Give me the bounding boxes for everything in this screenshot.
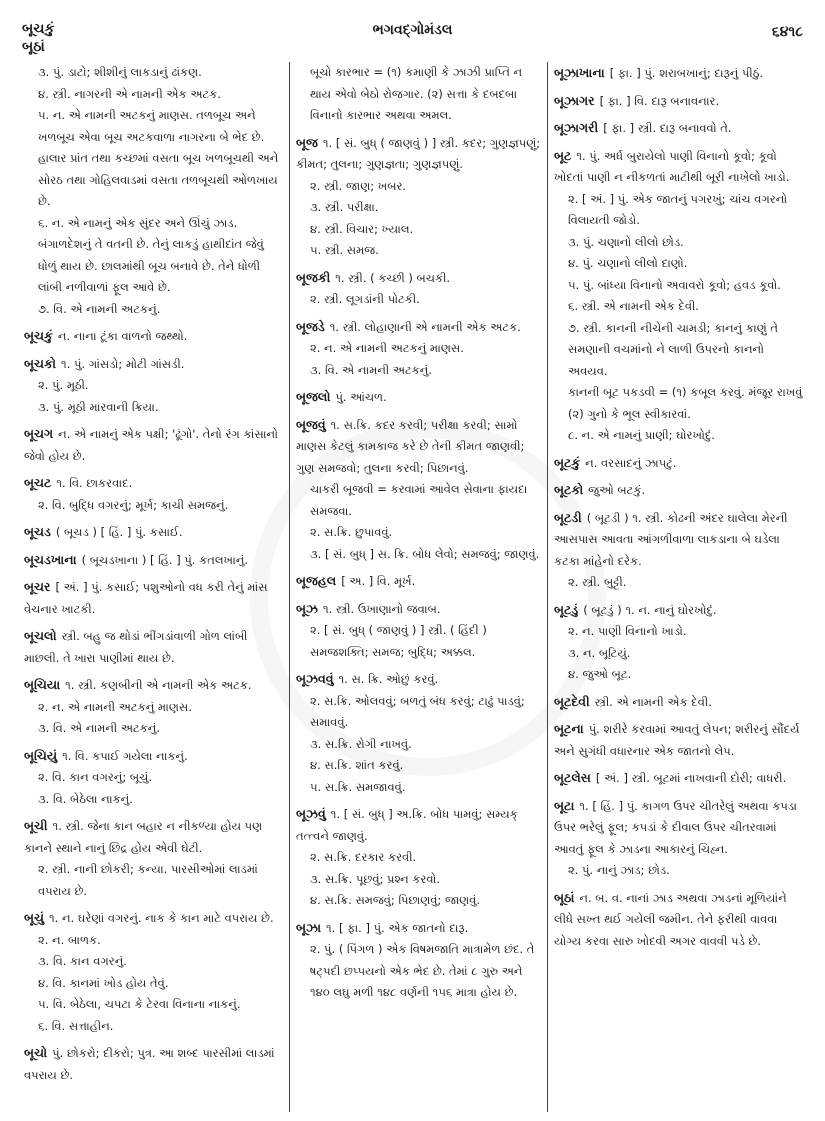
sense-text: ૫. પું. બાંધ્યા વિનાનો અવાવરો કૂવો; હવડ કૂવો. — [568, 277, 781, 292]
dictionary-entry — [554, 887, 807, 953]
sense-text: ૨. પું. નાનું ઝાડ; છોડ. — [568, 863, 670, 877]
dictionary-entry — [554, 718, 807, 762]
sense-text: ૪. સ.ક્રિ. શાંત કરવું. — [310, 758, 404, 772]
headword: બૂઝા — [296, 919, 322, 935]
entry-sense — [24, 521, 283, 544]
sense-text: ૧. સ્ત્રી. લોહાણાની એ નામની એક અટક. — [329, 319, 521, 334]
entry-sense — [24, 1016, 283, 1038]
entry-sense — [24, 353, 283, 376]
sense-text: ૨. [ અં. ] પું. એક જાતનું પગરખું; ચાંચ વગરનો વિલાયતી જોડો. — [568, 191, 788, 227]
entry-sense — [24, 907, 283, 930]
book-title: ભગવદ્ગોમંડલ — [372, 22, 453, 38]
entry-sense — [554, 425, 807, 447]
dictionary-entry — [296, 132, 541, 262]
entry-sense — [24, 576, 283, 620]
entry-sense — [24, 1042, 283, 1086]
sense-text: ૪. સ.ક્રિ. સમજવું; પિછાણવું; જાણવું. — [310, 893, 481, 907]
entry-sense — [296, 847, 541, 869]
headword: બૂચું — [24, 910, 45, 925]
entry-sense — [296, 620, 541, 663]
sense-text: ૪. જુઓ બૂટ. — [568, 667, 632, 681]
dictionary-entry — [296, 570, 541, 593]
dictionary-entry — [296, 62, 541, 127]
dictionary-entry — [24, 1042, 283, 1086]
dictionary-entry — [24, 325, 283, 348]
headword: બૂજલો — [296, 389, 331, 404]
sense-text: સ્ત્રી. બહુ જ થોડાં ભીંગડાંવાળી ગોળ લાંબી માછલી. તે ખારા પાણીમાં થાય છે. — [24, 629, 248, 665]
sense-text: ૪. પું. ચણાનો લીલો દાણો. — [568, 256, 688, 270]
page-number: ૬૪૧૮ — [771, 24, 803, 40]
dictionary-entry — [24, 472, 283, 516]
sense-text: ૮. ન. એ નામનું પ્રાણી; ઘોરખોદું. — [568, 428, 715, 442]
entry-sense — [296, 197, 541, 219]
dictionary-entry — [554, 599, 807, 686]
headword: બૂજકી — [296, 269, 331, 285]
entry-sense — [554, 452, 807, 475]
headword: બૂચિયું — [24, 747, 58, 763]
headword: બૂઝાખાના — [554, 65, 605, 80]
dictionary-entry — [24, 674, 283, 740]
column-3 — [548, 62, 813, 1112]
headword: બૂઝવવું — [296, 671, 334, 686]
sense-text: ૧. સ્ત્રી. ઉખાણાનો જવાબ. — [322, 601, 441, 616]
entry-sense — [24, 62, 283, 84]
dictionary-entry — [296, 414, 541, 566]
entry-sense — [554, 189, 807, 232]
sense-text: ૧. સ. ક્રિ. ઓછું કરવું. — [338, 672, 439, 686]
entry-sense — [554, 117, 807, 140]
headword: બૂજડે — [296, 318, 325, 334]
dictionary-entry — [554, 452, 807, 475]
dictionary-columns — [18, 62, 813, 1112]
sense-text: ૧. સ્ત્રી. જેના કાન બહાર ન નીકળ્યા હોય પણ કાનને સ્થાને નાનું છિદ્ર હોય એવી ઘેટી. — [24, 819, 263, 855]
sense-text: ૨. પું. ( પિંગળ ) એક વિષમજાતિ માત્રામેળ છંદ. તે ષટ્પદી છપ્પયનો એક ભેદ છે. તેમાં ૮ ગુરુ અને ૧૪૦ લઘુ મળી ૧૪૮ વર્ણની ૧૫૬ માત્રા હોય છે. — [310, 942, 535, 999]
dictionary-entry — [24, 907, 283, 1037]
headword: બૂઝાગર — [554, 92, 595, 108]
entry-sense — [296, 176, 541, 198]
entry-sense — [24, 375, 283, 397]
entry-sense — [296, 316, 541, 339]
sense-text: ૧. પું. અર્ધ બુરાયેલો પાણી વિનાનો કૂવો; કૂવો ખોદતાં પાણી ન નીકળતાં માટીથી બૂરી નાખેલો ખાડો. — [554, 148, 790, 184]
entry-sense — [296, 734, 541, 756]
headword: બૂટના — [554, 721, 584, 736]
sense-text: ૨. સ્ત્રી. લૂગડાંની પોટકી. — [310, 292, 420, 306]
sense-text: ૧. ન. ઘરેણાં વગરનું. નાક કે કાન માટે વપરાય છે. — [49, 911, 274, 925]
sense-text: [ ફા. ] વિ. દારૂ બનાવનાર. — [599, 93, 720, 108]
entry-sense — [296, 917, 541, 940]
sense-text: ૪. સ્ત્રી. નાગરની એ નામની એક અટક. — [38, 86, 221, 101]
dictionary-entry — [554, 117, 807, 140]
dictionary-entry — [24, 62, 283, 320]
column-2 — [290, 62, 548, 1112]
sense-text: ન. બ. વ. નાનાં ઝાડ અથવા ઝાડનાં મૂળિયાંને લીધે સખ્ત થઈ ગયેલી જમીન. તેને ફરીથી વાવવા યોગ્ય કરવા સારુ ખોદવી અગર વાવવી પડે છે. — [554, 890, 787, 948]
dictionary-entry — [554, 145, 807, 447]
headword: બૂઠાં — [554, 889, 575, 905]
headword: બૂટ — [554, 147, 572, 163]
entry-sense — [554, 318, 807, 383]
headword: બૂટકો — [554, 482, 584, 497]
entry-sense — [296, 544, 541, 566]
dictionary-entry — [24, 423, 283, 467]
sense-text: પું. છોકરો; દીકરો; પુત્ર. આ શબ્દ પારસીમાં લાડમાં વપરાય છે. — [24, 1046, 275, 1082]
sense-text: ૩. ન. બૂટિયું. — [568, 645, 631, 660]
dictionary-entry — [296, 668, 541, 798]
entry-sense — [554, 643, 807, 665]
entry-sense — [24, 674, 283, 697]
entry-sense — [24, 625, 283, 669]
dictionary-entry — [24, 549, 283, 572]
entry-sense — [554, 887, 807, 953]
guide-word-first: બૂચકું — [22, 21, 55, 37]
entry-sense — [296, 668, 541, 691]
sense-text: ૪. સ્ત્રી. વિચાર; ખ્યાલ. — [310, 221, 414, 236]
guide-word-last: બૂઠાં — [22, 39, 45, 55]
entry-sense — [24, 930, 283, 952]
dictionary-entry — [24, 521, 283, 544]
sense-text: ૨. સ.ક્રિ. ઓલવવું; બળતું બંધ કરવું; ટાઢું પાડવું; સમાવવું. — [310, 693, 525, 729]
sense-text: ૩. પું. મૂઠી મારવાની ક્રિયા. — [38, 399, 159, 414]
sense-text: ૨. ન. એ નામની અટકનું માણસ. — [310, 341, 464, 355]
entry-sense — [24, 767, 283, 789]
entry-sense — [24, 951, 283, 973]
sense-text: ૩. વિ. એ નામની અટકનું. — [38, 721, 161, 735]
headword: બૂટા — [554, 797, 575, 813]
headword: બૂચગ — [24, 426, 54, 441]
headword: બૂટકું — [554, 454, 581, 470]
sense-text: ૨. સ.ક્રિ. દરકાર કરવી. — [310, 850, 417, 864]
sense-text: ૩. પું. ચણાનો લીલો છોડ. — [568, 234, 684, 249]
dictionary-entry — [296, 917, 541, 1004]
headword: બૂચટ — [24, 475, 52, 490]
entry-sense — [24, 299, 283, 321]
entry-sense — [296, 240, 541, 262]
sense-text: [ અં. ] સ્ત્રી. બૂટમાં નાખવાની દોરી; વાધરી. — [595, 771, 787, 785]
entry-sense — [554, 232, 807, 254]
entry-sense — [554, 664, 807, 686]
sense-text: ૩. સ્ત્રી. પરીક્ષા. — [310, 200, 379, 214]
sense-text: ૨. ન. પાણી વિનાનો ખાડો. — [568, 624, 687, 638]
entry-sense — [554, 767, 807, 790]
entry-sense — [554, 296, 807, 318]
dictionary-entry — [296, 316, 541, 382]
headword: બૂચી — [24, 818, 48, 833]
sense-text: [ અં. ] પું. કસાઈ; પશુઓનો વધ કરી તેનું માંસ વેચનાર ખાટકી. — [24, 580, 268, 616]
sense-text: ૩. સ.ક્રિ. પૂછવું; પ્રશ્ન કરવો. — [310, 871, 441, 886]
entry-sense — [24, 397, 283, 419]
entry-sense — [296, 691, 541, 734]
dictionary-entry — [24, 815, 283, 902]
entry-sense — [554, 145, 807, 189]
sense-text: કાનની બૂટ પકડવી = (૧) કબૂલ કરવું. મંજૂર રાખવું (૨) ગુનો કે ભૂલ સ્વીકારવાં. — [568, 385, 803, 421]
dictionary-entry — [24, 625, 283, 669]
sense-text: ૫. વિ. બેઠેલા, ચપટા કે ટેરવા વિનાના નાકનું. — [38, 997, 241, 1011]
sense-text: ૧. [ સં. બુધ્ ( જાણવું ) ] સ્ત્રી. કદર; ગુણજ્ઞપણું; કીમત; તુલના; ગુણજ્ઞતા; ગુણજ્ઞપણું. — [296, 135, 541, 171]
entry-sense — [24, 994, 283, 1016]
sense-text: ૫. સ.ક્રિ. સમજાવવું. — [310, 779, 406, 794]
entry-sense — [296, 414, 541, 480]
entry-sense — [554, 275, 807, 297]
entry-sense — [554, 621, 807, 643]
entry-sense — [24, 815, 283, 859]
sense-text: ૨. સ્ત્રી. નાની છોકરી; કન્યા. પારસીઓમાં લાડમાં વપરાય છે. — [38, 862, 258, 898]
entry-sense — [24, 549, 283, 572]
sense-text: ૬. ન. એ નામનું એક સુંદર અને ઊંચું ઝાડ. બંગાળદેશનું તે વતની છે. તેનું લાકડું હાથીદાંત જેવું ધોળું થાય છે. છાલમાંથી બૂચ બનાવે છે. તેને ધોળી લાંબી નળીવાળાં ફૂલ આવે છે. — [38, 215, 264, 294]
sense-text: પું. શરીરે કરવામાં આવતું લેપન; શરીરનું સૌંદર્ય અને સુગંધી વધારનાર એક જાતનો લેપ. — [554, 722, 800, 758]
sense-text: ૨. વિ. કાન વગરનું; બૂચું. — [38, 770, 152, 784]
dictionary-entry — [296, 267, 541, 311]
sense-text: [ અ. ] વિ. મૂર્ખ. — [341, 574, 416, 588]
sense-text: ( બૂટડું ) ૧. ન. નાનું ઘોરખોદું. — [583, 602, 717, 617]
entry-sense — [554, 382, 807, 425]
sense-text: [ ફા. ] પું. શરાબખાનું; દારૂનું પીઠું. — [609, 66, 764, 80]
entry-sense — [296, 132, 541, 176]
sense-text: ( બૂચડખાના ) [ હિં. ] પું. કતલખાનું. — [81, 552, 249, 567]
headword: બૂચકું — [24, 328, 53, 343]
sense-text: જુઓ બટકું. — [588, 483, 646, 497]
sense-text: ૬. સ્ત્રી. એ નામની એક દેવી. — [568, 299, 699, 313]
sense-text: ૩. વિ. કાન વગરનું. — [38, 954, 127, 968]
sense-text: ૬. વિ. સત્તાહીન. — [38, 1018, 114, 1033]
sense-text: બૂચો કારભાર = (૧) કમાણી કે ઝાઝી પ્રાપ્તિ ન થાય એવો બેઠો રોજગાર. (૨) સત્તા કે દબદબા વિનાનો કારભાર અથવા અમલ. — [310, 65, 523, 122]
sense-text: ૧. વિ. કપાઈ ગયેલા નાકનું. — [62, 748, 188, 763]
dictionary-entry — [24, 576, 283, 620]
sense-text: ૨. સ્ત્રી. જાણ; ખબર. — [310, 178, 407, 193]
sense-text: સ્ત્રી. એ નામની એક દેવી. — [594, 694, 712, 709]
sense-text: ૧. [ સં. બુધ્ ] અ.ક્રિ. બોધ પામવું; સમ્યક્ તત્ત્વને જાણવું. — [296, 807, 518, 843]
headword: બૂચો — [24, 1045, 48, 1060]
sense-text: ( બૂચડ ) [ હિં. ] પું. કસાઈ. — [55, 525, 183, 539]
entry-sense — [554, 90, 807, 113]
dictionary-entry — [554, 90, 807, 113]
dictionary-entry — [554, 507, 807, 594]
sense-text: ૫. ન. એ નામની અટકનું માણસ. તળબૂચ અને ખળબૂચ એવા બૂચ અટકવાળા નાગરના બે ભેદ છે. હાલાર પ્રાંત તથા કચ્છમાં વસતા બૂચ ખળબૂચથી અને સોરઠ તથા ગોહિલવાડમાં વસતા તળબૂચથી ઓળખાય છે. — [38, 108, 279, 208]
sense-text: [ ફા. ] સ્ત્રી. દારૂ બનાવવો તે. — [603, 121, 732, 135]
entry-sense — [296, 803, 541, 847]
sense-text: પું. આંચળ. — [335, 390, 387, 404]
entry-sense — [24, 213, 283, 299]
entry-sense — [554, 62, 807, 85]
entry-sense — [24, 105, 283, 213]
entry-sense — [296, 890, 541, 912]
sense-text: ૩. વિ. બેઠેલા નાકનું. — [38, 791, 133, 806]
headword: બૂચડખાના — [24, 551, 77, 567]
entry-sense — [24, 789, 283, 811]
headword: બૂચિયા — [24, 677, 61, 692]
dictionary-entry — [296, 386, 541, 409]
headword: બૂજ — [296, 134, 318, 150]
headword: બૂટદેવી — [554, 693, 590, 709]
dictionary-entry — [554, 795, 807, 882]
dictionary-entry — [554, 479, 807, 502]
entry-sense — [24, 495, 283, 517]
entry-sense — [24, 718, 283, 740]
entry-sense — [296, 570, 541, 593]
sense-text: ૭. વિ. એ નામની અટકનું. — [38, 301, 161, 316]
sense-text: ન. નાના ટૂંકા વાળનો જથ્થો. — [57, 329, 188, 343]
dictionary-entry — [554, 767, 807, 790]
entry-sense — [296, 869, 541, 891]
entry-sense — [554, 718, 807, 762]
sense-text: ૨. ન. બાળક. — [38, 932, 101, 947]
headword: બૂટડી — [554, 509, 582, 525]
entry-sense — [24, 697, 283, 719]
sense-text: ૧. [ હિં. ] પું. કાગળ ઉપર ચીતરેલું અથવા કપડા ઉપર ભરેલું ફૂલ; કપડાં કે દીવાલ ઉપર ચીતરવામાં આવતું ફૂલ કે ઝાડના આકારનું ચિહ્ન. — [554, 798, 797, 856]
sense-text: ૩. પું. ડાટો; શીશીનું લાકડાનું ઢાંકણ. — [38, 65, 202, 79]
column-1 — [18, 62, 290, 1112]
sense-text: ( બૂટડી ) ૧. સ્ત્રી. કોઢની અંદર ઘાલેલા મેરની આસપાસ આવતા આંગળીવાળા લાકડાના બે ઘડેલા કટકા માંહેનો દરેક. — [554, 510, 788, 568]
entry-sense — [296, 219, 541, 241]
headword: બૂચલો — [24, 628, 57, 643]
entry-sense — [24, 472, 283, 495]
sense-text: ૧. સ.ક્રિ. કદર કરવી; પરીક્ષા કરવી; સામો માણસ કેટલું કામકાજ કરે છે તેની કીમત જાણવી; ગુણ સમજવો; તુલના કરવી; પિછાનવું. — [296, 417, 525, 475]
entry-sense — [554, 860, 807, 882]
sense-text: ૩. સ.ક્રિ. રોગી નાખવું. — [310, 736, 412, 751]
dictionary-entry — [296, 598, 541, 664]
entry-sense — [554, 691, 807, 714]
sense-text: ન. એ નામનું એક પક્ષી; 'ઢૂંગો'. તેનો રંગ કાંસાનો જેવો હોય છે. — [24, 427, 278, 463]
entry-sense — [24, 325, 283, 348]
entry-sense — [554, 599, 807, 622]
entry-sense — [296, 479, 541, 522]
entry-sense — [296, 522, 541, 544]
dictionary-entry — [554, 691, 807, 714]
entry-sense — [24, 423, 283, 467]
entry-sense — [24, 859, 283, 902]
headword: બૂજહલ — [296, 573, 337, 588]
headword: બૂચકો — [24, 355, 56, 371]
sense-text: ૭. સ્ત્રી. કાનની નીચેની ચામડી; કાનનું કાણું તે સમણાની વચમાંનો ને લાળી ઉપરનો કાનનો અવયવ. — [568, 320, 779, 378]
entry-sense — [296, 777, 541, 799]
headword: બૂચડ — [24, 524, 51, 539]
page-header — [0, 16, 825, 56]
entry-sense — [296, 289, 541, 311]
headword: બૂચર — [24, 579, 51, 594]
sense-text: ચાકરી બૂજવી = કરવામાં આવેલ સેવાના ફાયદા સમજવા. — [310, 482, 528, 518]
entry-sense — [296, 267, 541, 290]
sense-text: ૨. પું. મૂઠી. — [38, 378, 89, 392]
dictionary-entry — [296, 803, 541, 912]
dictionary-entry — [24, 353, 283, 419]
entry-sense — [296, 360, 541, 382]
dictionary-entry — [554, 62, 807, 85]
entry-sense — [554, 795, 807, 861]
headword: બૂઝવું — [296, 806, 326, 821]
sense-text: ૧. વિ. છાકરવાદ. — [56, 476, 133, 490]
sense-text: ૨. ન. એ નામની અટકનું માણસ. — [38, 699, 192, 714]
entry-sense — [24, 84, 283, 106]
sense-text: ન. વરસાદનું ઝાપટું. — [585, 455, 677, 470]
entry-sense — [296, 338, 541, 360]
sense-text: ૧. સ્ત્રી. કણબીની એ નામની એક અટક. — [65, 678, 252, 692]
headword: બૂટડું — [554, 601, 579, 617]
entry-sense — [554, 507, 807, 573]
headword: બૂઝ — [296, 600, 318, 616]
entry-sense — [296, 62, 541, 127]
sense-text: ૧. પું. ગાંસડો; મોટી ગાંસડી. — [61, 356, 185, 371]
sense-text: ૧. સ્ત્રી. ( કચ્છી ) બચકી. — [335, 270, 451, 285]
entry-sense — [24, 973, 283, 995]
sense-text: ૩. [ સં. બુધ્ ] સ. ક્રિ. બોધ લેવો; સમજવું; જાણવું. — [310, 546, 540, 561]
entry-sense — [296, 598, 541, 621]
sense-text: ૫. સ્ત્રી. સમજ. — [310, 243, 379, 257]
headword: બૂઝાગરી — [554, 120, 599, 135]
entry-sense — [296, 939, 541, 1004]
dictionary-entry — [24, 745, 283, 811]
sense-text: ૨. વિ. બુદ્ધિ વગરનું; મૂર્ખ; કાચી સમજનું. — [38, 497, 229, 512]
sense-text: ૨. સ્ત્રી. બુટ્ટી. — [568, 575, 627, 589]
sense-text: ૨. સ.ક્રિ. છુપાવવું. — [310, 525, 393, 539]
sense-text: ૩. વિ. એ નામની અટકનું. — [310, 362, 433, 377]
headword: બૂજવું — [296, 416, 326, 432]
sense-text: ૧. [ ફા. ] પું. એક જાતનો દારૂ. — [326, 920, 469, 935]
entry-sense — [554, 479, 807, 502]
entry-sense — [554, 572, 807, 594]
entry-sense — [24, 745, 283, 768]
sense-text: ૪. વિ. કાનમાં ખોડ હોય તેવું. — [38, 975, 169, 990]
entry-sense — [296, 386, 541, 409]
sense-text: ૨. [ સં. બુધ્ ( જાણવું ) ] સ્ત્રી. ( હિંદી ) સમજશક્તિ; સમજ; બુદ્ધિ; અક્કલ. — [310, 623, 487, 659]
headword: બૂટલેસ — [554, 770, 591, 785]
entry-sense — [296, 755, 541, 777]
entry-sense — [554, 253, 807, 275]
